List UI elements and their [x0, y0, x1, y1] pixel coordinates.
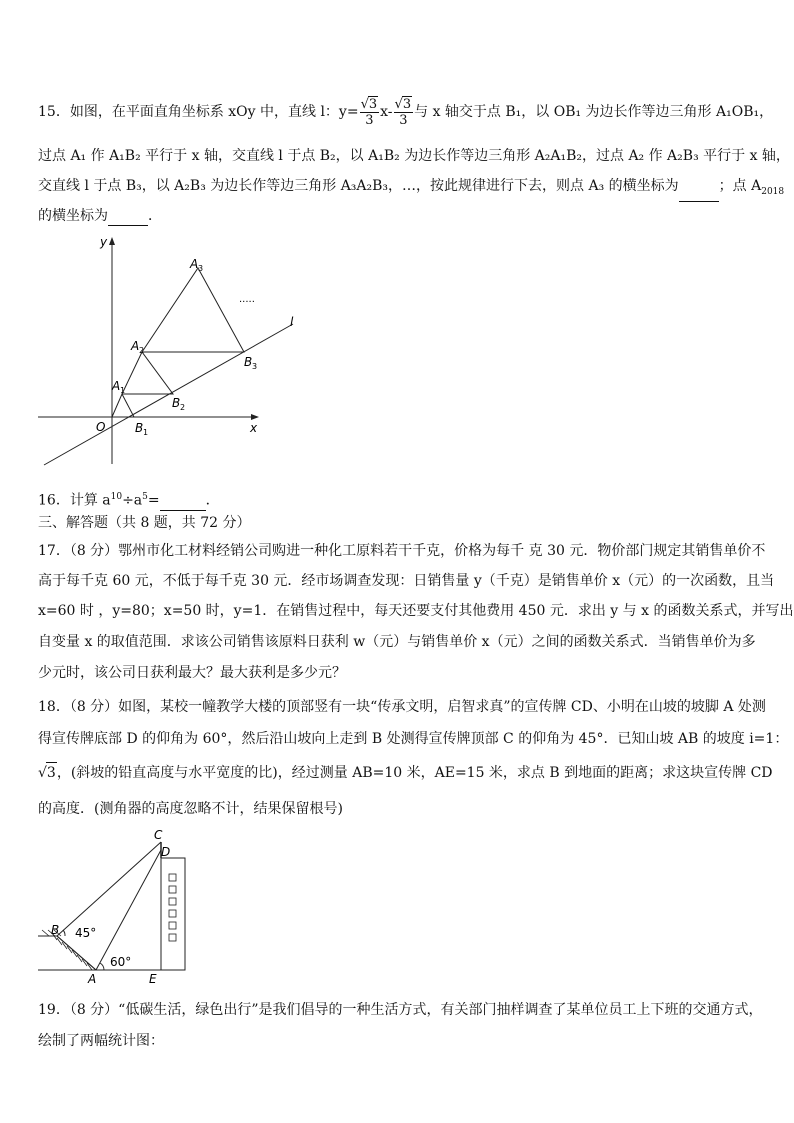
q17-line5: 少元时，该公司日获利最大？最大获利是多少元？ — [38, 665, 346, 681]
q16-text: 16．计算 a — [38, 492, 111, 509]
label-45: 45° — [75, 926, 97, 940]
svg-text:3: 3 — [198, 264, 204, 273]
label-b: B — [51, 923, 60, 937]
q18-line3 — [38, 762, 773, 783]
q15-figure — [38, 234, 308, 474]
q15-text-a: 15．如图，在平面直角坐标系 xOy 中，直线 l：y= — [38, 104, 359, 120]
svg-text:2: 2 — [180, 403, 186, 412]
svg-text:B: B — [244, 355, 253, 369]
svg-text:B: B — [135, 421, 144, 435]
label-y: y — [100, 235, 108, 249]
q16-line — [38, 487, 220, 511]
q16-exponent-10: 10 — [110, 492, 123, 502]
y-axis-arrow — [109, 237, 115, 245]
q16-operator: ÷a — [122, 492, 143, 509]
label-c: C — [154, 828, 163, 842]
q15-line2: 过点 A₁ 作 A₁B₂ 平行于 x 轴，交直线 l 于点 B₂，以 A₁B₂ 为边长作等边三角形 A₂A₁B₂，过点 A₂ 作 A₂B₃ 平行于 x 轴， — [38, 148, 790, 164]
label-a3 — [189, 257, 203, 273]
angle-arc-45 — [63, 930, 65, 936]
label-b3 — [244, 355, 257, 371]
q16-exponent-5: 5 — [142, 492, 148, 502]
q15-line3 — [38, 176, 784, 202]
svg-text:3: 3 — [252, 362, 258, 371]
svg-text:1: 1 — [143, 428, 149, 437]
svg-text:A: A — [112, 379, 121, 393]
q19-line1: 19．（8 分）“低碳生活，绿色出行”是我们倡导的一种生活方式，有关部门抽样调查了某单位员工上下班的交通方式， — [38, 1002, 763, 1018]
label-b2 — [172, 396, 185, 412]
label-x: x — [250, 421, 258, 435]
q15-line3-text-b: ；点 A — [718, 178, 762, 194]
q17-line1: 17．（8 分）鄂州市化工材料经销公司购进一种化工原料若干千克，价格为每千 克 30 元．物价部门规定其销售单价不 — [38, 543, 766, 559]
q15-line4: 的横坐标为 ． — [38, 208, 162, 224]
label-d: D — [161, 845, 171, 859]
label-o: O — [96, 420, 106, 434]
q15-subscript-2018: 2018 — [761, 186, 785, 197]
svg-text:2: 2 — [139, 346, 145, 355]
q18-line3-text: ，(斜坡的铅直高度与水平宽度的比)，经过测量 AB=10 米，AE=15 米，求点 B 到地面的距离；求这块宣传牌 CD — [56, 765, 773, 781]
fraction-sqrt3-over-3: $\frac{√3}{3}$ — [360, 97, 378, 128]
triangle-a1ob1 — [112, 394, 134, 417]
q17-line3: x=60 时 ，y=80；x=50 时，y=1．在销售过程中，每天还要支付其他费用 450 元．求出 y 与 x 的函数关系式，并写出 — [38, 603, 794, 619]
section-heading: 三、解答题（共 8 题，共 72 分） — [38, 515, 251, 531]
building — [161, 858, 185, 970]
svg-text:B: B — [172, 396, 181, 410]
label-a1 — [111, 379, 125, 395]
label-dots: ..... — [239, 294, 255, 305]
q15-line1 — [38, 96, 773, 128]
label-b1 — [135, 421, 148, 437]
label-e: E — [149, 972, 157, 986]
q15-text-b: x- — [380, 104, 393, 120]
label-a2 — [130, 339, 144, 355]
q18-sqrt3: √3 — [38, 765, 57, 781]
svg-text:A: A — [131, 339, 140, 353]
sightline-bc — [57, 842, 161, 936]
answer-blank-a3[interactable] — [679, 185, 719, 202]
q15-text-c: 与 x 轴交于点 B₁，以 OB₁ 为边长作等边三角形 A₁OB₁， — [414, 104, 774, 120]
building-windows — [169, 874, 176, 941]
q16-equals: = — [147, 492, 160, 509]
q16-end: ． — [205, 492, 220, 509]
x-axis-arrow — [251, 414, 259, 420]
angle-arc-60 — [100, 963, 104, 970]
sightline-ad — [96, 850, 161, 970]
q19-line2: 绘制了两幅统计图： — [38, 1033, 164, 1049]
q15-line4-text: 的横坐标为 — [38, 208, 108, 224]
hatch-slope-a — [57, 936, 96, 970]
svg-text:1: 1 — [120, 386, 126, 395]
label-60: 60° — [110, 955, 132, 969]
triangle-a2a1b2 — [122, 352, 173, 394]
triangle-a3a2b3 — [142, 268, 244, 352]
label-l: l — [290, 315, 294, 329]
label-a: A — [88, 972, 97, 986]
q17-line4: 自变量 x 的取值范围．求该公司销售该原料日获利 w（元）与销售单价 x（元）之间的函数关系式．当销售单价为多 — [38, 634, 756, 650]
fraction-sqrt3-over-3-b: $\frac{√3}{3}$ — [394, 97, 412, 128]
q18-line4: 的高度．(测角器的高度忽略不计，结果保留根号) — [38, 801, 343, 817]
q18-figure — [34, 826, 194, 986]
q15-line3-text: 交直线 l 于点 B₃，以 A₂B₃ 为边长作等边三角形 A₃A₂B₃，…，按此规律进行下去，则点 A₃ 的横坐标为 — [38, 178, 679, 194]
answer-blank-q16[interactable] — [160, 494, 206, 511]
svg-text:A: A — [190, 257, 199, 271]
q18-line1: 18．（8 分）如图，某校一幢教学大楼的顶部竖有一块“传承文明，启智求真”的宣传牌 CD、小明在山坡的坡脚 A 处测 — [38, 699, 766, 715]
q18-line2: 得宣传牌底部 D 的仰角为 60°，然后沿山坡向上走到 B 处测得宣传牌顶部 C 的仰角为 45°．已知山坡 AB 的坡度 i=1： — [38, 731, 789, 747]
q17-line2: 高于每千克 60 元，不低于每千克 30 元．经市场调查发现：日销售量 y（千克）是销售单价 x（元）的一次函数，且当 — [38, 573, 775, 589]
answer-blank-a2018[interactable] — [108, 209, 148, 226]
